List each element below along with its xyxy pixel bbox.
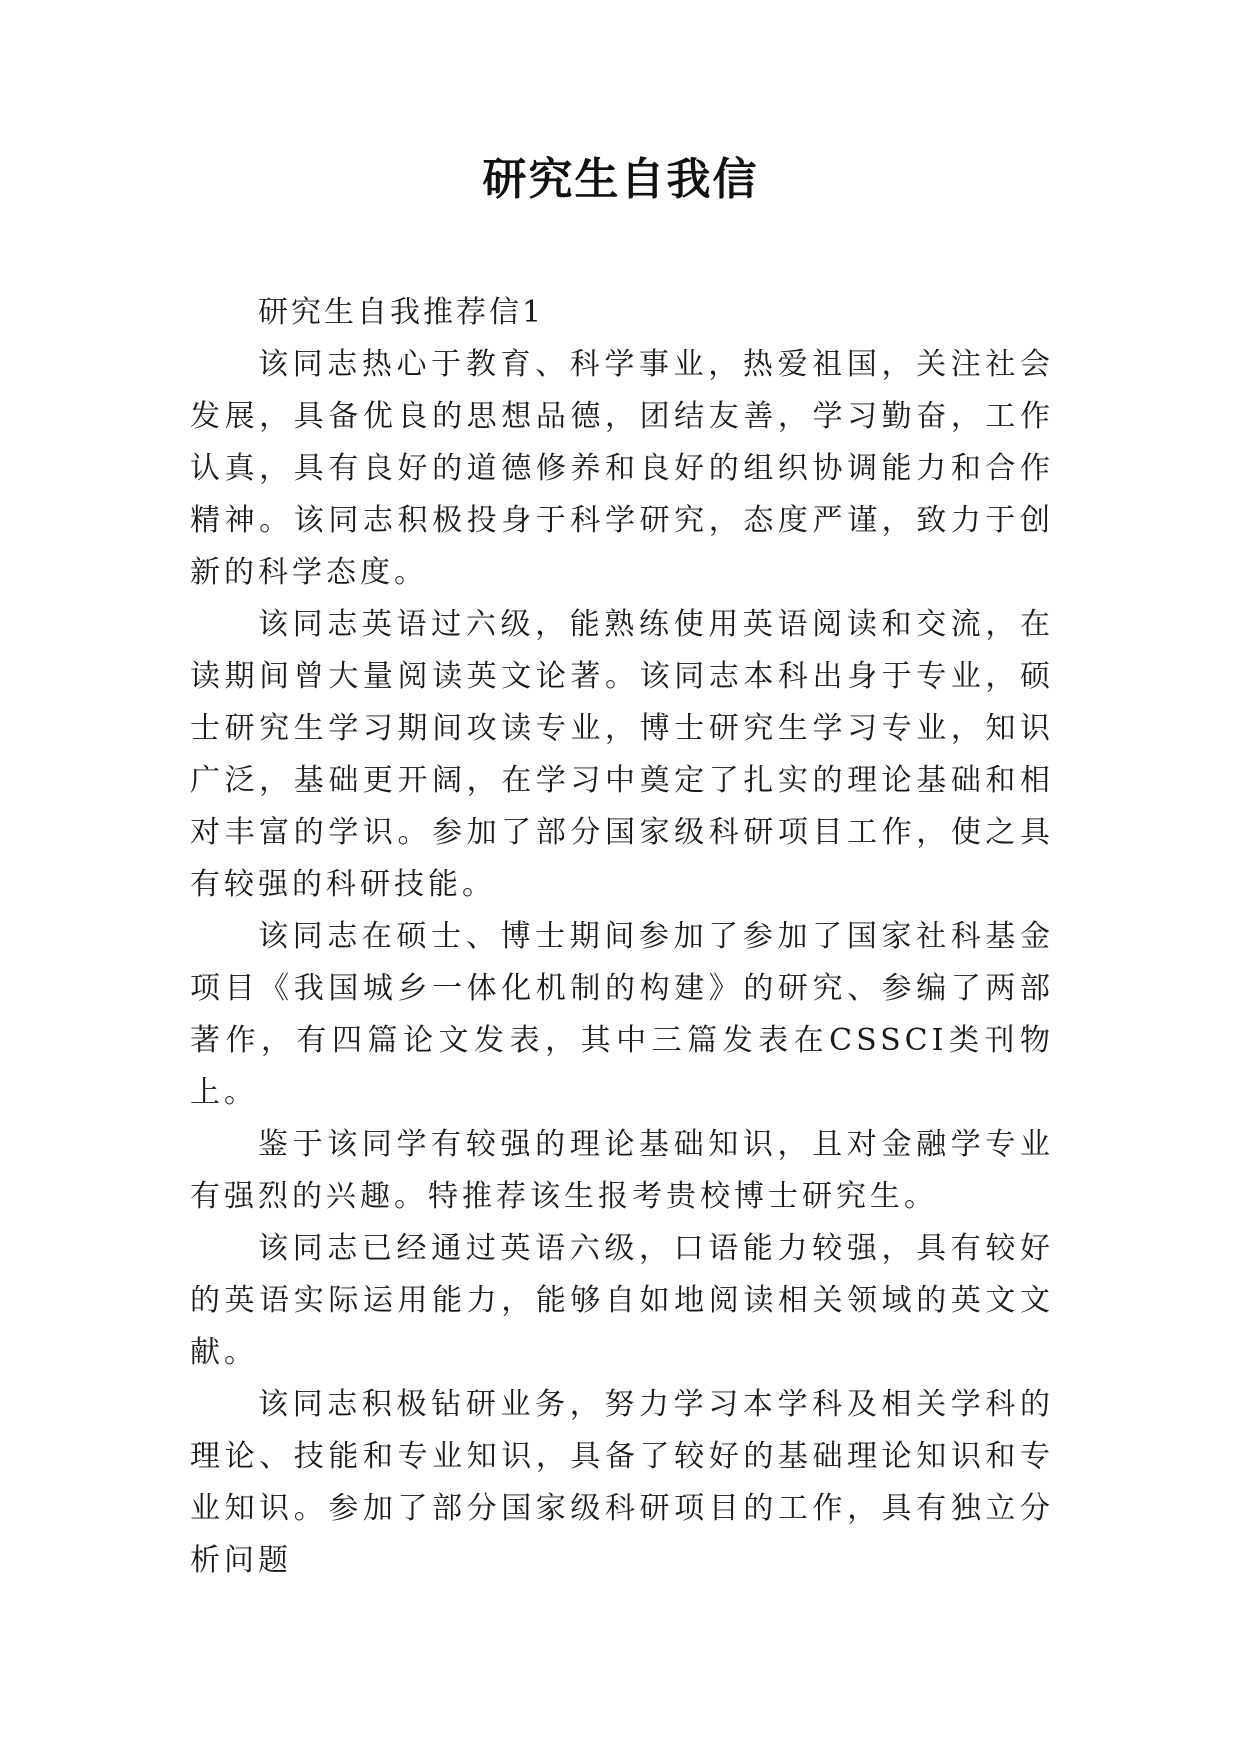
paragraph-3: 该同志在硕士、博士期间参加了参加了国家社科基金项目《我国城乡一体化机制的构建》的研究、参编了两部著作，有四篇论文发表，其中三篇发表在CSSCI类刊物上。 [190,919,1054,1110]
document-subheading: 研究生自我推荐信1 [258,295,545,330]
document-body [190,287,1054,1587]
paragraph-6: 该同志积极钻研业务，努力学习本学科及相关学科的理论、技能和专业知识，具备了较好的基础理论知识和专业知识。参加了部分国家级科研项目的工作，具有独立分析问题 [190,1387,1054,1578]
paragraph-5: 该同志已经通过英语六级，口语能力较强，具有较好的英语实际运用能力，能够自如地阅读相关领域的英文文献。 [190,1231,1054,1370]
document-title: 研究生自我信 [482,154,759,205]
paragraph-4: 鉴于该同学有较强的理论基础知识，且对金融学专业有强烈的兴趣。特推荐该生报考贵校博士研究生。 [190,1127,1054,1214]
paragraph-2: 该同志英语过六级，能熟练使用英语阅读和交流，在读期间曾大量阅读英文论著。该同志本科出身于专业，硕士研究生学习期间攻读专业，博士研究生学习专业，知识广泛，基础更开阔，在学习中奠定了扎实的理论基础和相对丰富的学识。参加了部分国家级科研项目工作，使之具有较强的科研技能。 [190,607,1054,902]
paragraph-1: 该同志热心于教育、科学事业，热爱祖国，关注社会发展，具备优良的思想品德，团结友善，学习勤奋，工作认真，具有良好的道德修养和良好的组织协调能力和合作精神。该同志积极投身于科学研究，态度严谨，致力于创新的科学态度。 [190,347,1054,590]
